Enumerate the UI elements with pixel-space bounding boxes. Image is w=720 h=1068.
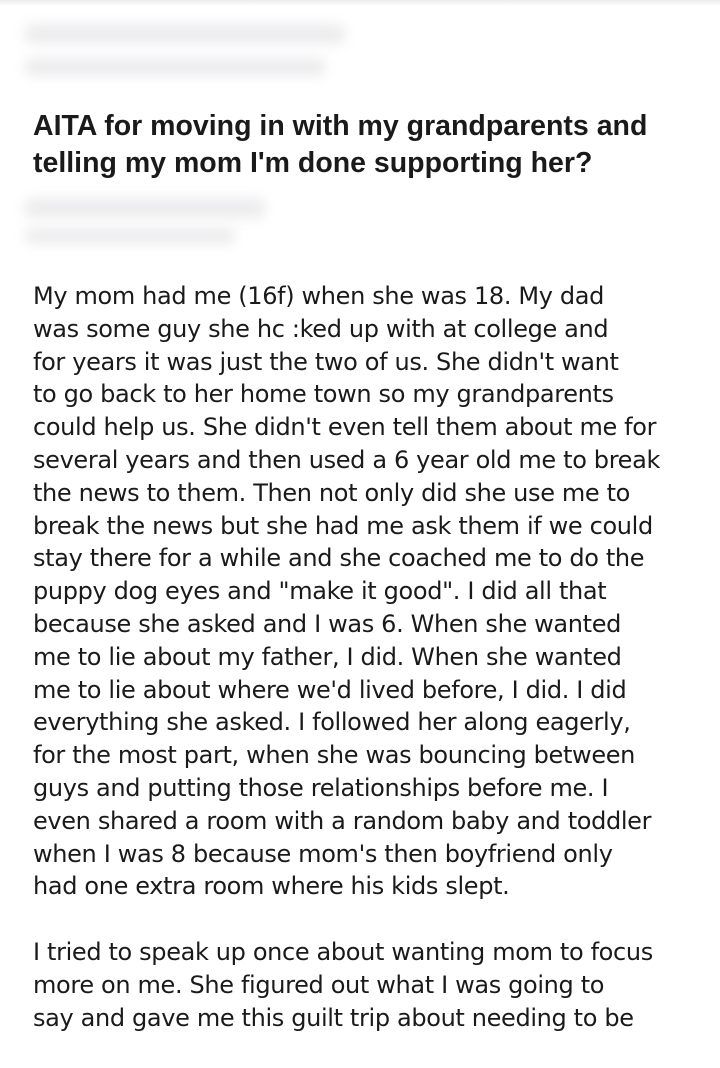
post-body-line: was some guy she hc :ked up with at college and (33, 314, 609, 343)
post-body-line: had one extra room where his kids slept. (33, 872, 510, 901)
post-body-line: I tried to speak up once about wanting mom to focus (33, 938, 653, 967)
blurred-timestamp (25, 228, 235, 244)
post-title-line: AITA for moving in with my grandparents and (33, 110, 648, 142)
blurred-username (25, 24, 345, 44)
blurred-subreddit (25, 58, 325, 76)
post-body-line: everything she asked. I followed her along eagerly, (33, 708, 631, 737)
post-title (33, 108, 698, 182)
post-body-line: break the news but she had me ask them if we could (33, 511, 653, 540)
post-body-line: stay there for a while and she coached me to do the (33, 544, 645, 573)
post-body-line: could help us. She didn't even tell them about me for (33, 413, 657, 442)
post-body-line: the news to them. Then not only did she use me to (33, 478, 631, 507)
post-body-line: puppy dog eyes and "make it good". I did all that (33, 577, 607, 606)
post-body-line: even shared a room with a random baby and toddler (33, 806, 652, 835)
post-body-line: me to lie about where we'd lived before, I did. I did (33, 675, 627, 704)
post-title-line: telling my mom I'm done supporting her? (33, 147, 593, 179)
post-body-line: My mom had me (16f) when she was 18. My dad (33, 282, 604, 310)
post-body-line: several years and then used a 6 year old me to break (33, 445, 660, 474)
post-body-line: say and gave me this guilt trip about needing to be (33, 1003, 634, 1032)
post-body-line: me to lie about my father, I did. When she wanted (33, 642, 622, 671)
post-body-line: because she asked and I was 6. When she wanted (33, 609, 622, 638)
top-edge-shadow (0, 0, 720, 6)
post-body-line: for the most part, when she was bouncing between (33, 741, 636, 770)
post-body (33, 280, 705, 1068)
post-body-line: for years it was just the two of us. She didn't want (33, 347, 619, 376)
post-body-line: guys and putting those relationships before me. I (33, 773, 609, 802)
blurred-flair (25, 198, 265, 218)
post-paragraph (33, 280, 705, 903)
post-paragraph (33, 936, 705, 1034)
post-body-line: more on me. She figured out what I was going to (33, 970, 605, 999)
post-body-line: when I was 8 because mom's then boyfriend only (33, 839, 613, 868)
post-body-line: to go back to her home town so my grandparents (33, 380, 614, 409)
